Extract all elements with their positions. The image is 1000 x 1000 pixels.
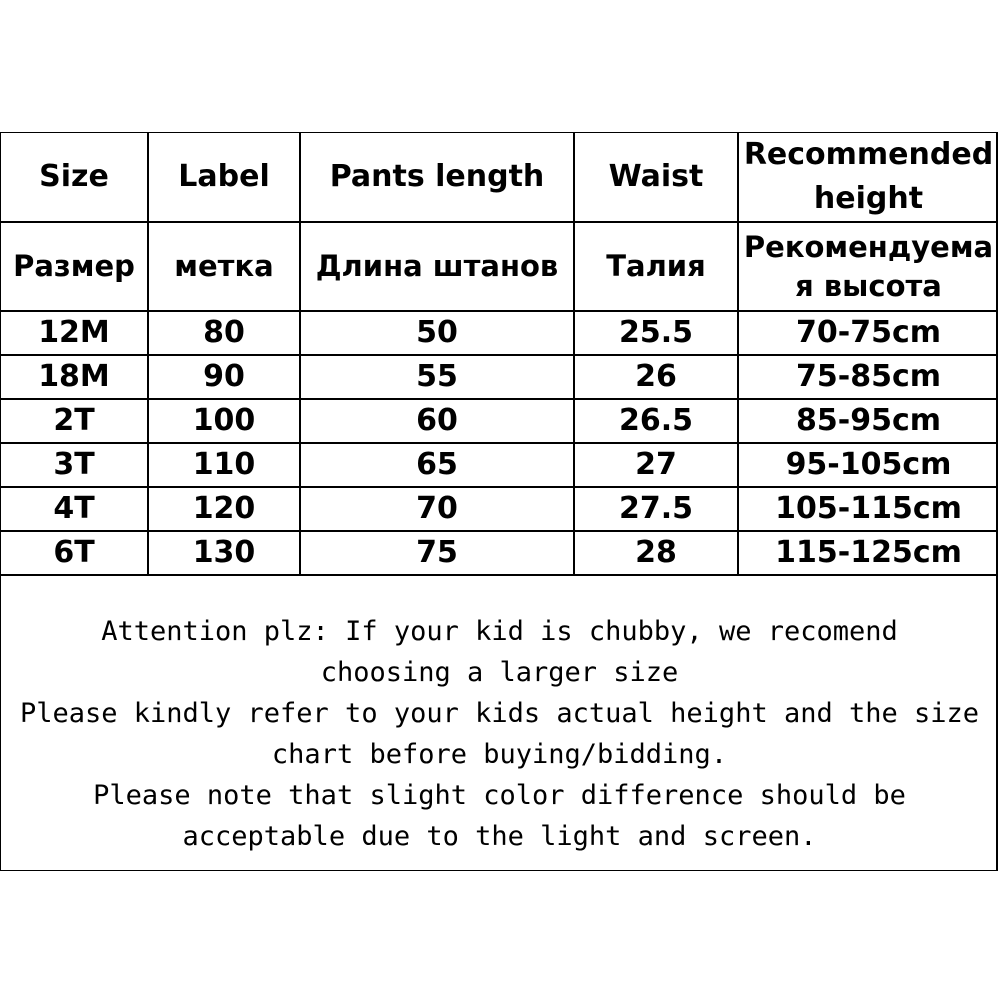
table-row: [1, 531, 998, 575]
header-row-russian: [1, 222, 998, 311]
size-chart: [0, 132, 998, 871]
cell-label: 120: [148, 487, 300, 531]
header-size-ru: Размер: [1, 222, 148, 311]
cell-size: 4T: [1, 487, 148, 531]
cell-pants-length: 70: [300, 487, 574, 531]
header-waist: Waist: [574, 133, 738, 222]
cell-label: 90: [148, 355, 300, 399]
table-row: [1, 355, 998, 399]
cell-size: 3T: [1, 443, 148, 487]
cell-label: 80: [148, 311, 300, 355]
header-pants-length-ru: Длина штанов: [300, 222, 574, 311]
header-recommended-height: Recommended height: [738, 133, 998, 222]
cell-label: 100: [148, 399, 300, 443]
cell-recommended-height: 75-85cm: [738, 355, 998, 399]
header-row-english: [1, 133, 998, 222]
header-size: Size: [1, 133, 148, 222]
cell-waist: 27: [574, 443, 738, 487]
cell-size: 6T: [1, 531, 148, 575]
cell-waist: 25.5: [574, 311, 738, 355]
cell-label: 110: [148, 443, 300, 487]
header-label: Label: [148, 133, 300, 222]
cell-pants-length: 50: [300, 311, 574, 355]
cell-size: 2T: [1, 399, 148, 443]
cell-pants-length: 55: [300, 355, 574, 399]
header-recommended-height-ru: Рекомендуемая высота: [738, 222, 998, 311]
cell-recommended-height: 115-125cm: [738, 531, 998, 575]
notes-panel: [1, 591, 998, 871]
size-table: [1, 133, 998, 576]
table-row: [1, 443, 998, 487]
table-row: [1, 399, 998, 443]
cell-waist: 26: [574, 355, 738, 399]
header-label-ru: метка: [148, 222, 300, 311]
cell-recommended-height: 95-105cm: [738, 443, 998, 487]
cell-recommended-height: 85-95cm: [738, 399, 998, 443]
cell-label: 130: [148, 531, 300, 575]
note-chubby: Attention plz: If your kid is chubby, we recomend choosing a larger size: [101, 616, 898, 688]
cell-recommended-height: 70-75cm: [738, 311, 998, 355]
header-pants-length: Pants length: [300, 133, 574, 222]
note-refer-height: Please kindly refer to your kids actual height and the size chart before buying/bidding.: [19, 698, 980, 770]
note-color-difference: Please note that slight color difference should be acceptable due to the light and screen.: [93, 780, 906, 852]
table-row: [1, 311, 998, 355]
cell-pants-length: 65: [300, 443, 574, 487]
cell-pants-length: 60: [300, 399, 574, 443]
cell-recommended-height: 105-115cm: [738, 487, 998, 531]
cell-waist: 28: [574, 531, 738, 575]
header-waist-ru: Талия: [574, 222, 738, 311]
cell-pants-length: 75: [300, 531, 574, 575]
table-row: [1, 487, 998, 531]
cell-size: 12M: [1, 311, 148, 355]
cell-waist: 27.5: [574, 487, 738, 531]
cell-waist: 26.5: [574, 399, 738, 443]
cell-size: 18M: [1, 355, 148, 399]
